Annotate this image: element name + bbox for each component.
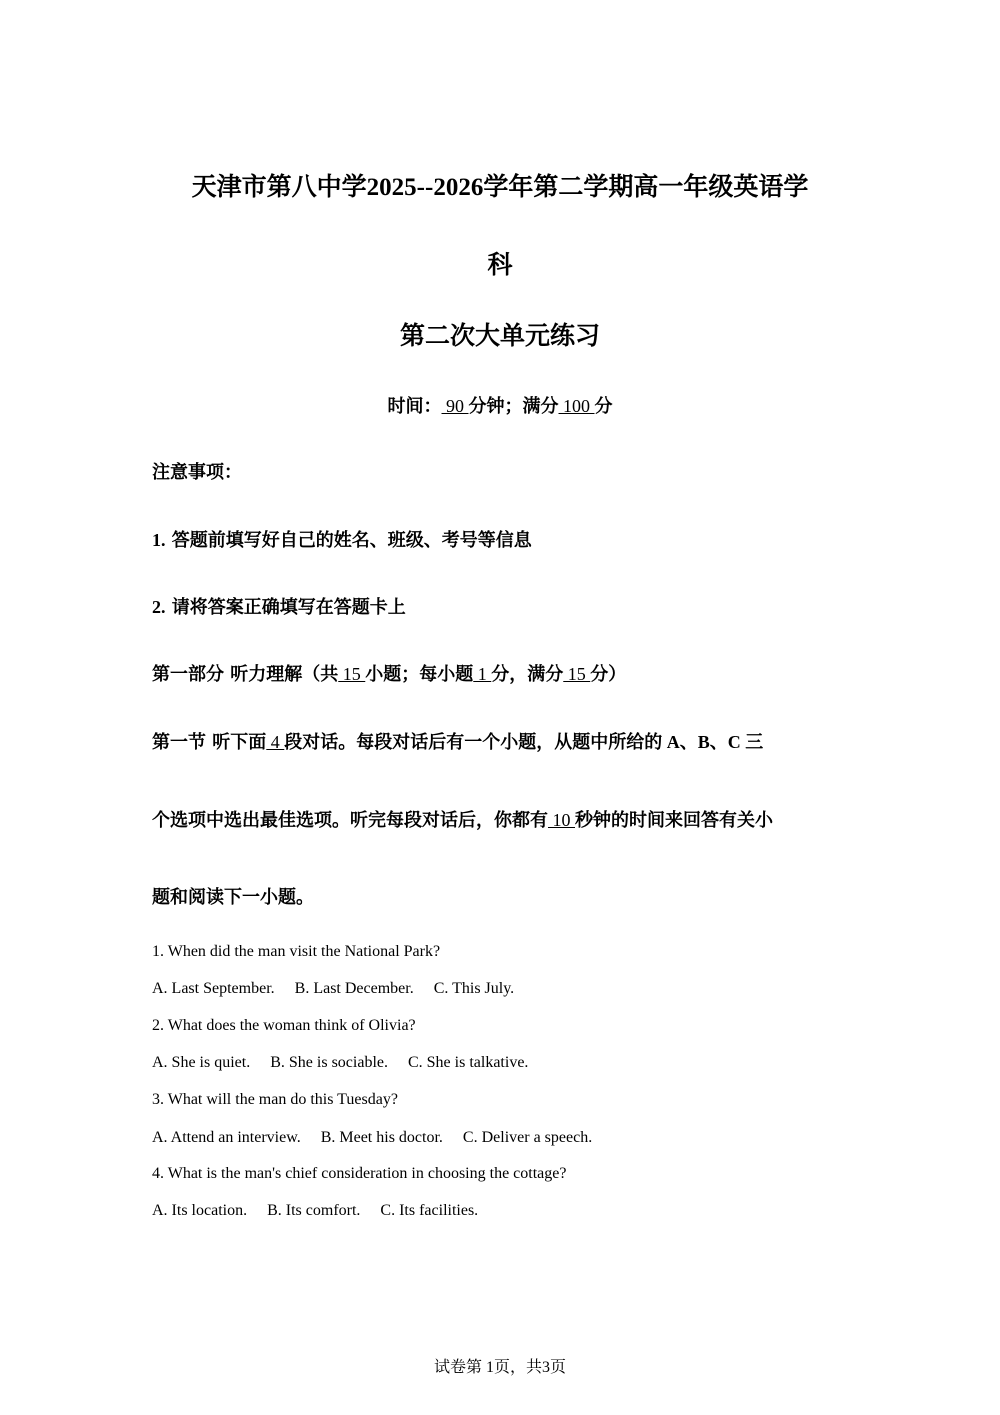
dialogue-count: 4 <box>266 732 285 752</box>
question-2-options <box>152 1053 528 1073</box>
question-4-options <box>152 1201 478 1221</box>
section1-instructions-line1: 第一节 听下面 4 段对话。每段对话后有一个小题，从题中所给的 A、B、C 三 <box>152 732 764 753</box>
school-year: 2025--2026 <box>366 174 484 201</box>
question-3-option-b: B. Meet his doctor. <box>320 1129 443 1146</box>
question-count: 15 <box>338 664 366 684</box>
page-footer: 试卷第 1页，共3页 <box>433 1357 567 1376</box>
exam-title-line2: 科 <box>487 250 513 279</box>
question-1-options <box>152 979 514 999</box>
points-total: 15 <box>563 664 591 684</box>
question-4-stem: 4. What is the man's chief consideration in choosing the cottage? <box>152 1165 567 1182</box>
question-2-option-a: A. She is quiet. <box>152 1054 251 1071</box>
section1-instructions-line3: 题和阅读下一小题。 <box>152 887 314 908</box>
question-4-option-a: A. Its location. <box>152 1202 248 1219</box>
question-3-option-c: C. Deliver a speech. <box>462 1129 593 1146</box>
question-4-option-c: C. Its facilities. <box>380 1202 479 1219</box>
question-3-option-a: A. Attend an interview. <box>152 1129 301 1146</box>
time-score-line: 时间： 90 分钟；满分 100 分 <box>387 396 613 417</box>
exam-subtitle: 第二次大单元练习 <box>399 321 600 350</box>
part1-heading: 第一部分 听力理解（共 15 小题；每小题 1 分，满分 15 分） <box>152 664 627 685</box>
question-1-option-c: C. This July. <box>433 980 515 997</box>
question-3-options <box>152 1128 592 1148</box>
exam-title-line1: 天津市第八中学2025--2026学年第二学期高一年级英语学 <box>191 172 809 201</box>
notice-item-2: 2. 请将答案正确填写在答题卡上 <box>152 597 406 618</box>
section1-instructions-line2: 个选项中选出最佳选项。听完每段对话后，你都有 10 秒钟的时间来回答有关小 <box>152 810 773 831</box>
question-1-option-a: A. Last September. <box>152 980 275 997</box>
total-pages: 3 <box>542 1359 550 1376</box>
question-2-option-c: C. She is talkative. <box>407 1054 529 1071</box>
question-2-stem: 2. What does the woman think of Olivia? <box>152 1017 416 1034</box>
notice-item-1: 1. 答题前填写好自己的姓名、班级、考号等信息 <box>152 530 532 551</box>
score-value: 100 <box>558 396 595 416</box>
answer-seconds: 10 <box>548 810 575 830</box>
question-1-option-b: B. Last December. <box>294 980 414 997</box>
time-value: 90 <box>441 396 469 416</box>
notice-heading: 注意事项： <box>152 462 242 483</box>
page-number: 1 <box>481 1359 494 1376</box>
question-1-stem: 1. When did the man visit the National Park? <box>152 943 441 960</box>
question-3-stem: 3. What will the man do this Tuesday? <box>152 1091 398 1108</box>
points-each: 1 <box>473 664 492 684</box>
question-2-option-b: B. She is sociable. <box>270 1054 388 1071</box>
question-4-option-b: B. Its comfort. <box>267 1202 361 1219</box>
